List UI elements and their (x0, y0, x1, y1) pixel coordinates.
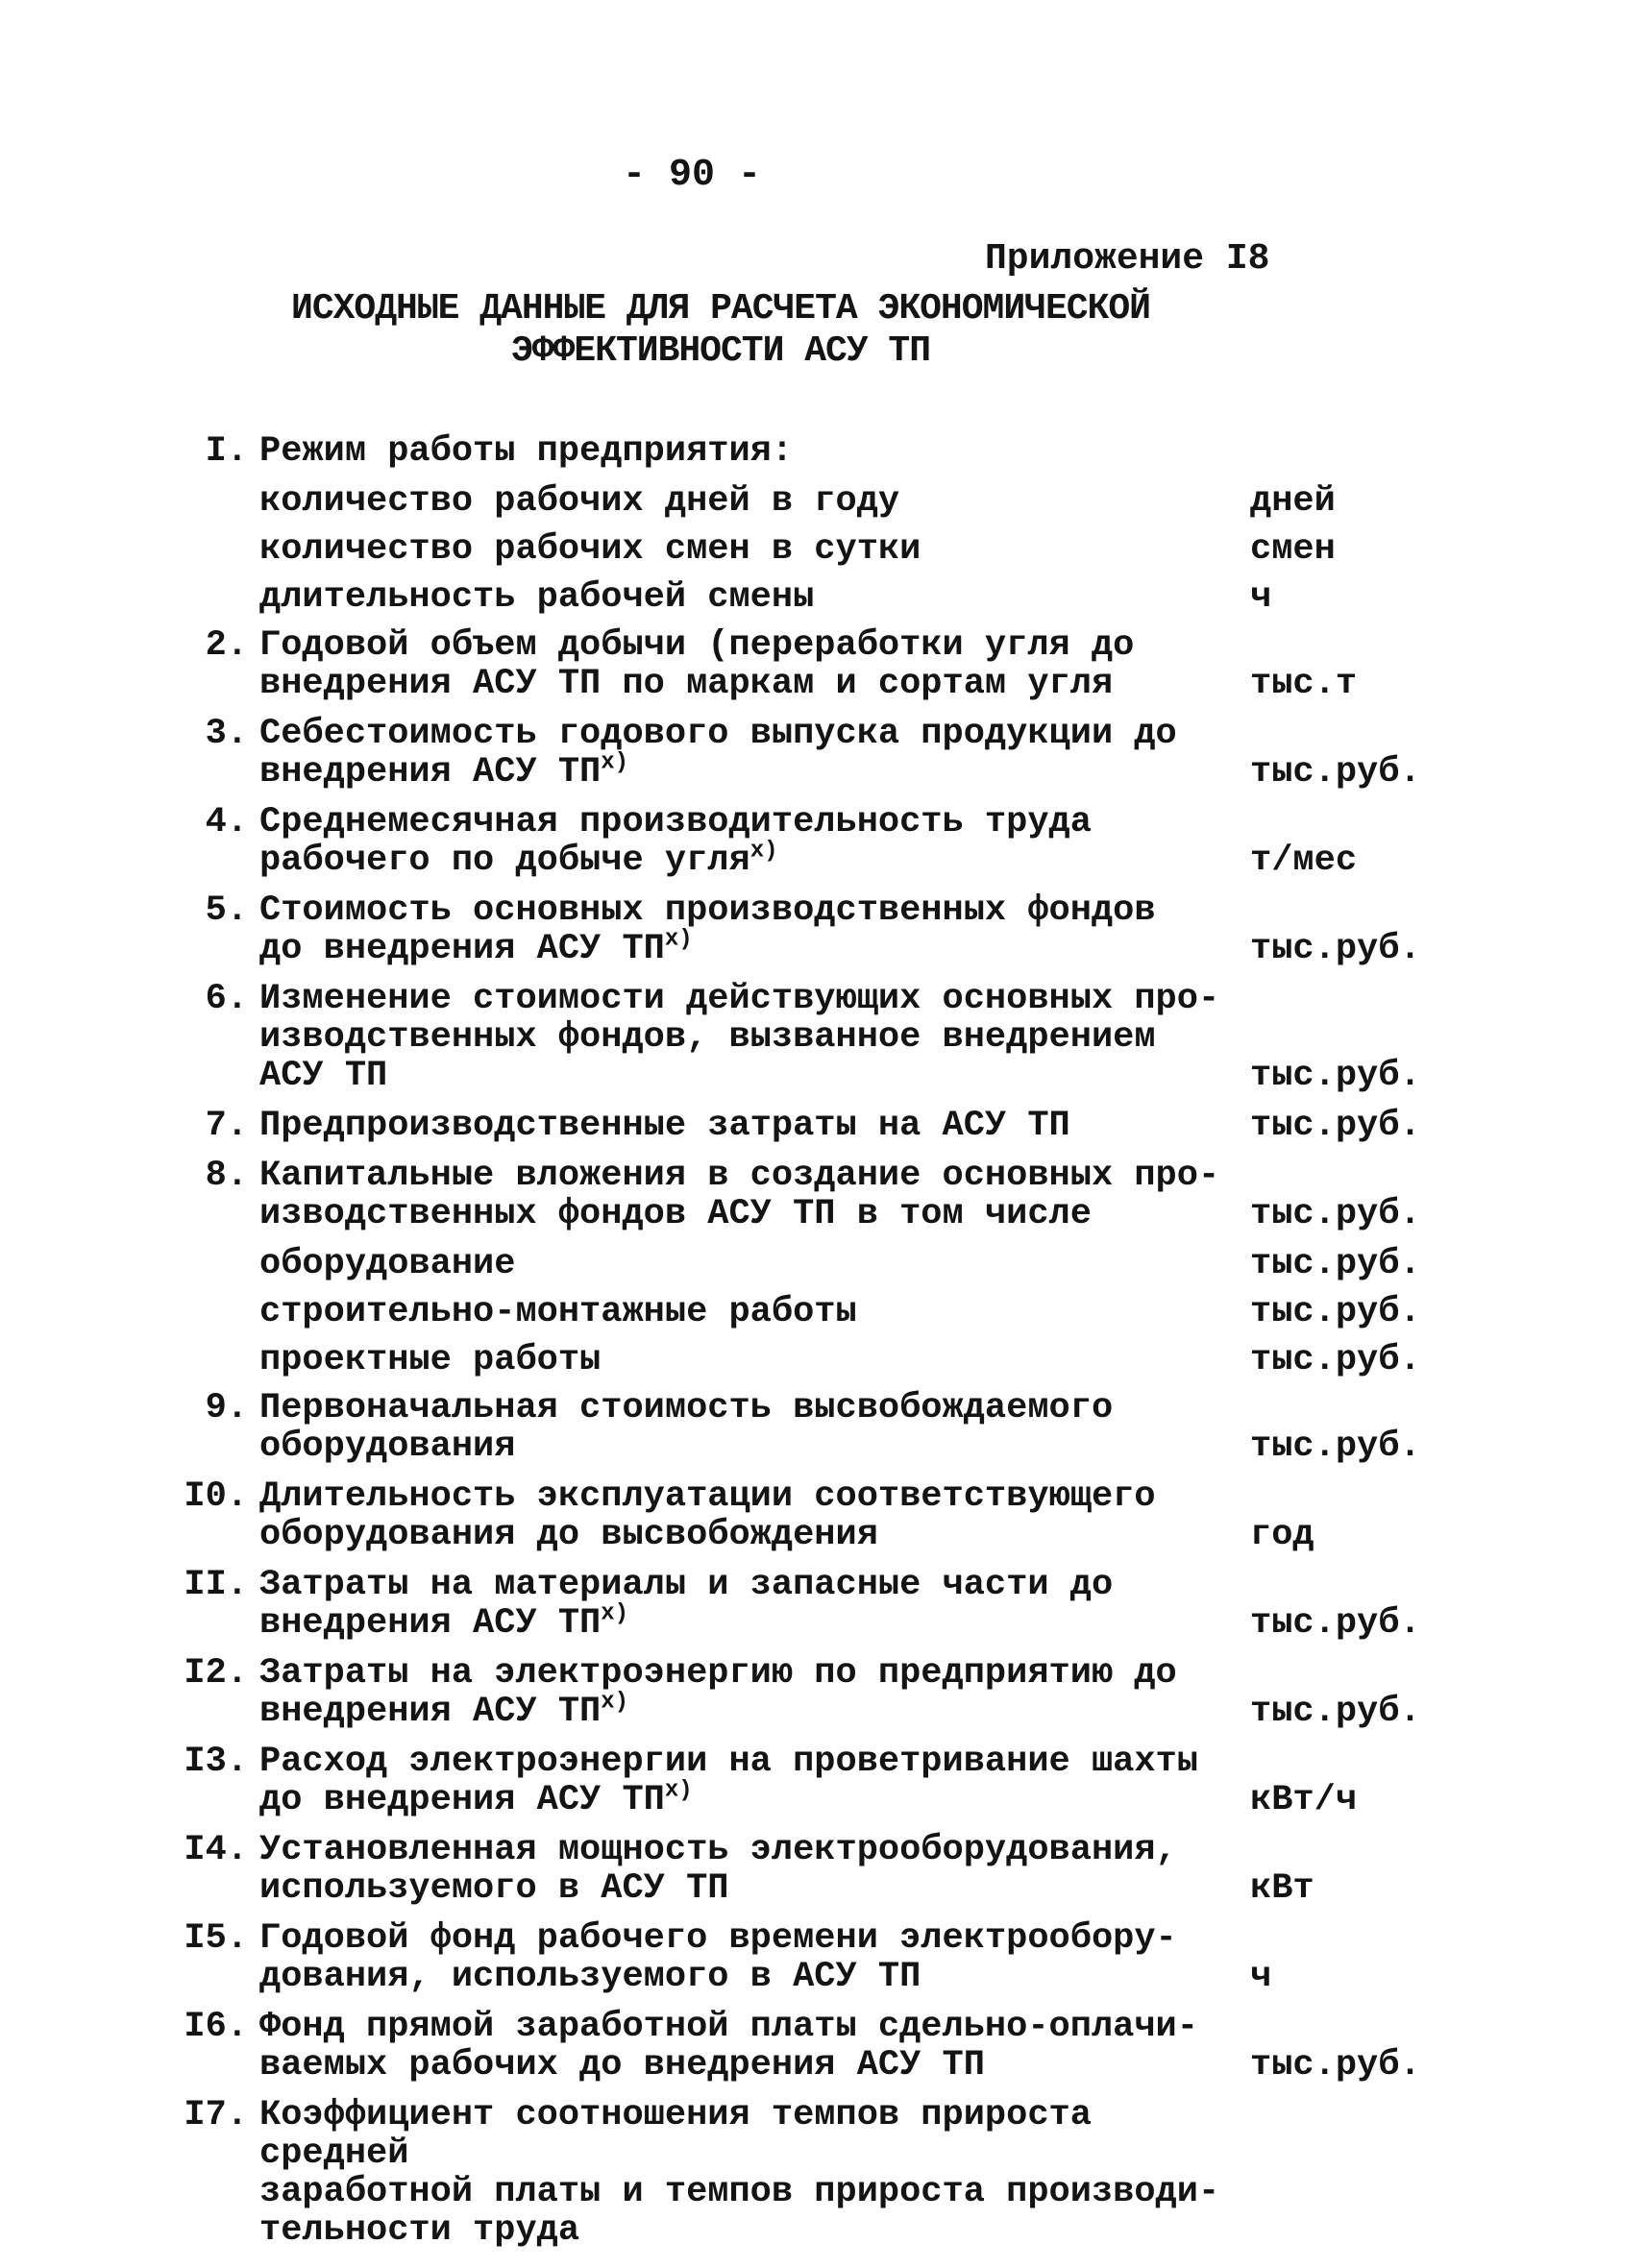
item-unit: смен (1250, 529, 1336, 570)
item-text (259, 1919, 1244, 1996)
item-text (259, 1293, 1244, 1331)
list-item (0, 980, 1646, 1095)
item-unit: тыс.руб. (1250, 1603, 1421, 1644)
item-unit: год (1250, 1515, 1314, 1555)
list-item (0, 1743, 1646, 1819)
item-text-body: Фонд прямой заработной платы сдельно-оплачи- ваемых рабочих до внедрения АСУ ТП (259, 2007, 1198, 2085)
list-item (0, 1341, 1646, 1379)
list-item (0, 1157, 1646, 1233)
item-unit: тыс.т (1250, 664, 1358, 704)
list-item (0, 2096, 1646, 2250)
item-unit: тыс.руб. (1250, 929, 1421, 969)
list-item (0, 1477, 1646, 1554)
item-text-body: количество рабочих дней в году (259, 481, 900, 522)
item-number: I0. (184, 1476, 248, 1517)
item-text (259, 432, 1244, 471)
list-item (0, 1389, 1646, 1466)
list-item (0, 626, 1646, 703)
appendix-label: Приложение I8 (985, 238, 1270, 280)
item-text-body: длительность рабочей смены (259, 577, 815, 618)
item-text-body: Среднемесячная производительность труда рабочего по добыче угля (259, 802, 1092, 881)
item-unit: кВт/ч (1250, 1780, 1358, 1820)
item-text-body: Предпроизводственные затраты на АСУ ТП (259, 1106, 1070, 1146)
item-text-body: Затраты на электроэнергию по предприятию до внедрения АСУ ТП (259, 1653, 1177, 1732)
page-number: - 90 - (622, 154, 762, 197)
document-title (288, 288, 1153, 373)
item-unit: тыс.руб. (1250, 2045, 1421, 2085)
list-item (0, 1107, 1646, 1145)
item-number: 8. (205, 1156, 248, 1196)
item-number: 9. (205, 1388, 248, 1428)
item-text (259, 980, 1244, 1095)
item-text (259, 1477, 1244, 1554)
item-text (259, 626, 1244, 703)
item-text-body: Годовой фонд рабочего времени электрообору- дования, используемого в АСУ ТП (259, 1918, 1177, 1997)
footnote-mark: x) (601, 1600, 629, 1627)
item-number: 5. (205, 890, 248, 931)
footnote-mark: x) (749, 838, 778, 865)
list-item (0, 715, 1646, 792)
list-item (0, 578, 1646, 617)
list-item (0, 1566, 1646, 1643)
item-text-body: проектные работы (259, 1340, 602, 1380)
item-text-body: Коэффициент соотношения темпов прироста средней заработной платы и темпов прироста производи- тельности труда (259, 2095, 1220, 2251)
item-unit: ч (1250, 1957, 1272, 1997)
item-unit: ч (1250, 577, 1272, 618)
list-item (0, 2008, 1646, 2085)
item-text (259, 2008, 1244, 2085)
item-unit: т/мес (1250, 841, 1358, 881)
footnote-mark: x) (601, 749, 629, 776)
footnote-mark: x) (664, 926, 693, 953)
item-unit: тыс.руб. (1250, 1106, 1421, 1146)
item-text-body: Первоначальная стоимость высвобождаемого оборудования (259, 1388, 1114, 1467)
item-text-body: Расход электроэнергии на проветривание шахты до внедрения АСУ ТП (259, 1742, 1198, 1820)
list-item (0, 803, 1646, 880)
item-text (259, 1831, 1244, 1908)
list-item (0, 482, 1646, 521)
item-text-body: Изменение стоимости действующих основных про- изводственных фондов, вызванное внедрением АСУ ТП (259, 979, 1220, 1096)
item-number: 4. (205, 802, 248, 842)
item-text (259, 1245, 1244, 1283)
item-text-body: Режим работы предприятия: (259, 431, 794, 472)
list-item (0, 1831, 1646, 1908)
item-text (259, 1743, 1244, 1819)
item-text-body: Установленная мощность электрооборудования, используемого в АСУ ТП (259, 1830, 1177, 1909)
item-number: I. (205, 431, 248, 472)
item-text (259, 530, 1244, 569)
item-unit: тыс.руб. (1250, 1292, 1421, 1332)
item-text (259, 482, 1244, 521)
item-unit: тыс.руб. (1250, 1056, 1421, 1096)
item-text (259, 1157, 1244, 1233)
item-text-body: строительно-монтажные работы (259, 1292, 857, 1332)
item-text (259, 1341, 1244, 1379)
item-number: I5. (184, 1918, 248, 1959)
footnote-mark: x) (601, 1689, 629, 1716)
item-unit: тыс.руб. (1250, 1340, 1421, 1380)
data-list (0, 432, 1646, 2261)
item-text (259, 2096, 1244, 2250)
item-number: I4. (184, 1830, 248, 1870)
item-text (259, 1107, 1244, 1145)
list-item (0, 432, 1646, 471)
item-number: 2. (205, 625, 248, 666)
item-number: I6. (184, 2007, 248, 2047)
item-unit: тыс.руб. (1250, 1427, 1421, 1467)
item-number: I3. (184, 1742, 248, 1782)
item-text-body: оборудование (259, 1244, 516, 1284)
item-number: 3. (205, 714, 248, 754)
footnote-mark: x) (664, 1777, 693, 1804)
item-unit: дней (1250, 481, 1336, 522)
item-number: 7. (205, 1106, 248, 1146)
item-unit: тыс.руб. (1250, 1194, 1421, 1234)
item-text (259, 1654, 1244, 1731)
item-text-body: количество рабочих смен в сутки (259, 529, 921, 570)
item-text-body: Стоимость основных производственных фондов до внедрения АСУ ТП (259, 890, 1156, 969)
list-item (0, 1293, 1646, 1331)
list-item (0, 891, 1646, 968)
item-text (259, 715, 1244, 792)
item-text (259, 891, 1244, 968)
item-unit: тыс.руб. (1250, 752, 1421, 793)
item-text-body: Капитальные вложения в создание основных про- изводственных фондов АСУ ТП в том числе (259, 1156, 1220, 1234)
list-item (0, 1654, 1646, 1731)
item-unit: кВт (1250, 1868, 1314, 1909)
title-line-2: ЭФФЕКТИВНОСТИ АСУ ТП (510, 330, 931, 372)
item-text-body: Годовой объем добычи (переработки угля до внедрения АСУ ТП по маркам и сортам угля (259, 625, 1135, 704)
item-unit: тыс.руб. (1250, 1244, 1421, 1284)
item-number: II. (184, 1565, 248, 1605)
item-number: 6. (205, 979, 248, 1019)
item-text (259, 803, 1244, 880)
title-line-1: ИСХОДНЫЕ ДАННЫЕ ДЛЯ РАСЧЕТА ЭКОНОМИЧЕСКОЙ (291, 288, 1150, 329)
list-item (0, 1919, 1646, 1996)
list-item (0, 1245, 1646, 1283)
item-unit: тыс.руб. (1250, 1692, 1421, 1732)
item-text (259, 1566, 1244, 1643)
item-text-body: Себестоимость годового выпуска продукции до внедрения АСУ ТП (259, 714, 1177, 793)
item-text-body: Длительность эксплуатации соответствующего оборудования до высвобождения (259, 1476, 1156, 1555)
item-number: I2. (184, 1653, 248, 1694)
item-text (259, 1389, 1244, 1466)
item-number: I7. (184, 2095, 248, 2135)
list-item (0, 530, 1646, 569)
item-text-body: Затраты на материалы и запасные части до внедрения АСУ ТП (259, 1565, 1114, 1644)
item-text (259, 578, 1244, 617)
